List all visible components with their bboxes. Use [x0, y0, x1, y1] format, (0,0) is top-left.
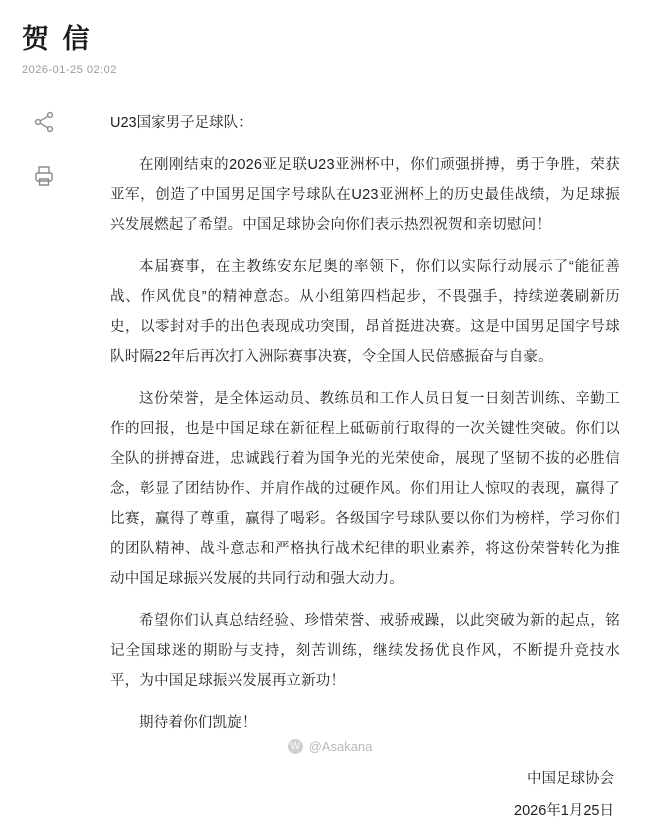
watermark [0, 739, 660, 754]
page-title: 贺 信 [22, 24, 93, 54]
document-body [110, 108, 640, 828]
signature-block [110, 764, 620, 826]
paragraph: 希望你们认真总结经验、珍惜荣誉、戒骄戒躁，以此突破为新的起点，铭记全国球迷的期盼与支持，刻苦训练，继续发扬优良作风，不断提升竞技水平，为中国足球振兴发展再立新功！ [110, 613, 620, 689]
action-rail [24, 108, 64, 190]
signature-date: 2026年1月25日 [514, 803, 614, 819]
share-icon [32, 110, 56, 134]
document-header [0, 0, 660, 76]
paragraph: 这份荣誉，是全体运动员、教练员和工作人员日复一日刻苦训练、辛勤工作的回报，也是中国足球在新征程上砥砺前行取得的一次关键性突破。你们以全队的拼搏奋进，忠诚践行着为国争光的光荣使命，展现了坚韧不拔的必胜信念，彰显了团结协作、并肩作战的过硬作风。你们用让人惊叹的表现，赢得了比赛，赢得了尊重，赢得了喝彩。各级国字号球队要以你们为榜样，学习你们的团队精神、战斗意志和严格执行战术纪律的职业素养，将这份荣誉转化为推动中国足球振兴发展的共同行动和强大动力。 [110, 391, 620, 587]
salutation: U23国家男子足球队： [110, 115, 253, 131]
paragraph: 在刚刚结束的2026亚足联U23亚洲杯中，你们顽强拼搏，勇于争胜，荣获亚军，创造了中国男足国字号球队在U23亚洲杯上的历史最佳战绩，为足球振兴发展燃起了希望。中国足球协会向你们表示热烈祝贺和亲切慰问！ [110, 157, 620, 233]
watermark-handle: @Asakana [308, 739, 373, 754]
weibo-logo-icon: W [288, 739, 303, 754]
share-button[interactable] [30, 108, 58, 136]
paragraph: 本届赛事，在主教练安东尼奥的率领下，你们以实际行动展示了“能征善战、作风优良”的精神意态。从小组第四档起步，不畏强手，持续逆袭刷新历史，以零封对手的出色表现成功突围，昂首挺进决赛。这是中国男足国字号球队时隔22年后再次打入洲际赛事决赛，令全国人民倍感振奋与自豪。 [110, 259, 620, 365]
signature-organization: 中国足球协会 [527, 771, 614, 787]
print-button[interactable] [30, 162, 58, 190]
print-icon [32, 164, 56, 188]
paragraph: 期待着你们凯旋！ [139, 715, 257, 731]
publish-timestamp: 2026-01-25 02:02 [22, 64, 117, 76]
